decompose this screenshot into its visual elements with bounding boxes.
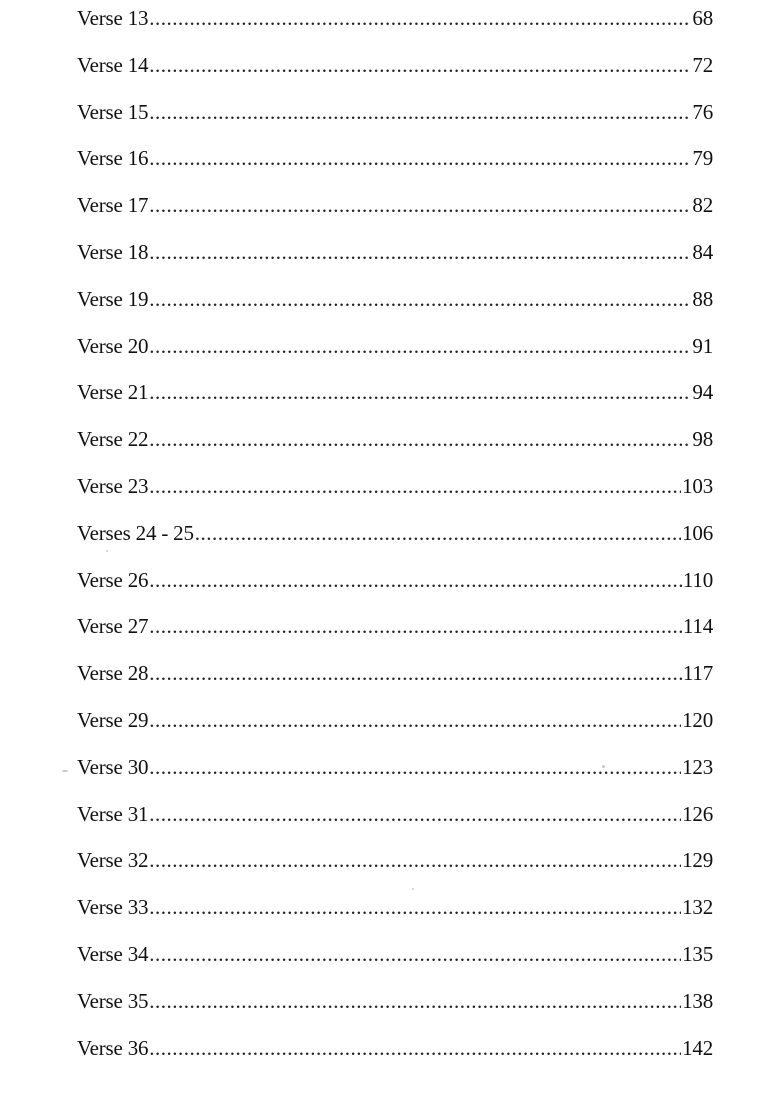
toc-entry-title: Verse 32: [77, 848, 149, 873]
toc-entry: [77, 3, 713, 50]
toc-entry-title: Verse 20: [77, 333, 149, 358]
scan-speck: [412, 888, 414, 890]
dot-leader: [149, 611, 682, 641]
toc-entry-title: Verse 23: [77, 473, 149, 498]
dot-leader: [149, 377, 691, 407]
toc-entry-page: 138: [682, 988, 713, 1013]
dot-leader: [149, 331, 691, 361]
toc-entry-title: Verse 28: [77, 661, 149, 686]
scan-speck: [106, 550, 108, 552]
toc-entry: [77, 331, 713, 378]
dot-leader: [149, 986, 681, 1016]
dot-leader: [149, 190, 691, 220]
toc-entry: [77, 799, 713, 846]
toc-entry-page: 76: [692, 99, 713, 124]
toc-entry-title: Verse 33: [77, 895, 149, 920]
toc-entry: [77, 658, 713, 705]
toc-entry-page: 123: [682, 754, 713, 779]
toc-entry-page: 117: [682, 661, 713, 686]
toc-entry-page: 88: [692, 286, 713, 311]
dot-leader: [149, 565, 682, 595]
toc-entry-page: 135: [682, 941, 713, 966]
toc-entry-title: Verse 27: [77, 614, 149, 639]
toc-entry: [77, 1033, 713, 1080]
toc-entry-page: 72: [692, 52, 713, 77]
toc-entry: [77, 518, 713, 565]
toc-entry: [77, 190, 713, 237]
toc-entry: [77, 845, 713, 892]
dot-leader: [149, 97, 691, 127]
toc-entry-title: Verse 18: [77, 239, 149, 264]
dot-leader: [149, 424, 691, 454]
toc-entry: [77, 143, 713, 190]
dot-leader: [149, 237, 691, 267]
toc-entry-title: Verse 30: [77, 754, 149, 779]
toc-entry-title: Verse 21: [77, 380, 149, 405]
dot-leader: [149, 143, 691, 173]
dot-leader: [149, 799, 681, 829]
dot-leader: [149, 939, 681, 969]
toc-entry: [77, 986, 713, 1033]
toc-entry-page: 98: [692, 427, 713, 452]
toc-entry: [77, 284, 713, 331]
toc-entry-title: Verse 19: [77, 286, 149, 311]
toc-entry-page: 126: [682, 801, 713, 826]
toc-entry: [77, 237, 713, 284]
toc-entry-page: 142: [682, 1035, 713, 1060]
toc-entry: [77, 424, 713, 471]
dot-leader: [149, 284, 691, 314]
toc-entry: [77, 939, 713, 986]
toc-entry-page: 120: [682, 707, 713, 732]
toc-entry-page: 129: [682, 848, 713, 873]
dot-leader: [195, 518, 681, 548]
toc-entry: [77, 892, 713, 939]
dot-leader: [149, 471, 681, 501]
toc-entry: [77, 705, 713, 752]
toc-entry-page: 79: [692, 146, 713, 171]
toc-entry-title: Verse 22: [77, 427, 149, 452]
toc-entry-page: 110: [682, 567, 713, 592]
toc-entry-title: Verse 34: [77, 941, 149, 966]
toc-entry-title: Verse 16: [77, 146, 149, 171]
toc-entry: [77, 97, 713, 144]
toc-entry-page: 91: [692, 333, 713, 358]
toc-entry-title: Verse 35: [77, 988, 149, 1013]
table-of-contents: [77, 3, 713, 1079]
dot-leader: [149, 705, 681, 735]
toc-entry-title: Verse 26: [77, 567, 149, 592]
scan-speck: [602, 765, 605, 768]
toc-entry-page: 84: [692, 239, 713, 264]
toc-entry: [77, 752, 713, 799]
toc-entry-page: 103: [682, 473, 713, 498]
toc-entry: [77, 565, 713, 612]
dot-leader: [149, 50, 691, 80]
dot-leader: [149, 3, 691, 33]
toc-entry-page: 132: [682, 895, 713, 920]
toc-entry-page: 82: [692, 193, 713, 218]
toc-entry: [77, 377, 713, 424]
toc-entry-title: Verse 29: [77, 707, 149, 732]
toc-entry-page: 94: [692, 380, 713, 405]
toc-entry-page: 106: [682, 520, 713, 545]
toc-entry-page: 114: [682, 614, 713, 639]
dot-leader: [149, 1033, 681, 1063]
dot-leader: [149, 845, 681, 875]
dot-leader: [149, 892, 681, 922]
toc-entry-title: Verses 24 - 25: [77, 520, 194, 545]
toc-entry-title: Verse 13: [77, 6, 149, 30]
toc-entry-title: Verse 36: [77, 1035, 149, 1060]
toc-entry-title: Verse 15: [77, 99, 149, 124]
toc-entry: [77, 611, 713, 658]
dot-leader: [149, 658, 682, 688]
toc-entry: [77, 50, 713, 97]
toc-entry: [77, 471, 713, 518]
toc-entry-title: Verse 14: [77, 52, 149, 77]
toc-entry-title: Verse 31: [77, 801, 149, 826]
toc-entry-page: 68: [692, 6, 713, 30]
toc-entry-title: Verse 17: [77, 193, 149, 218]
scan-speck: [62, 770, 68, 772]
